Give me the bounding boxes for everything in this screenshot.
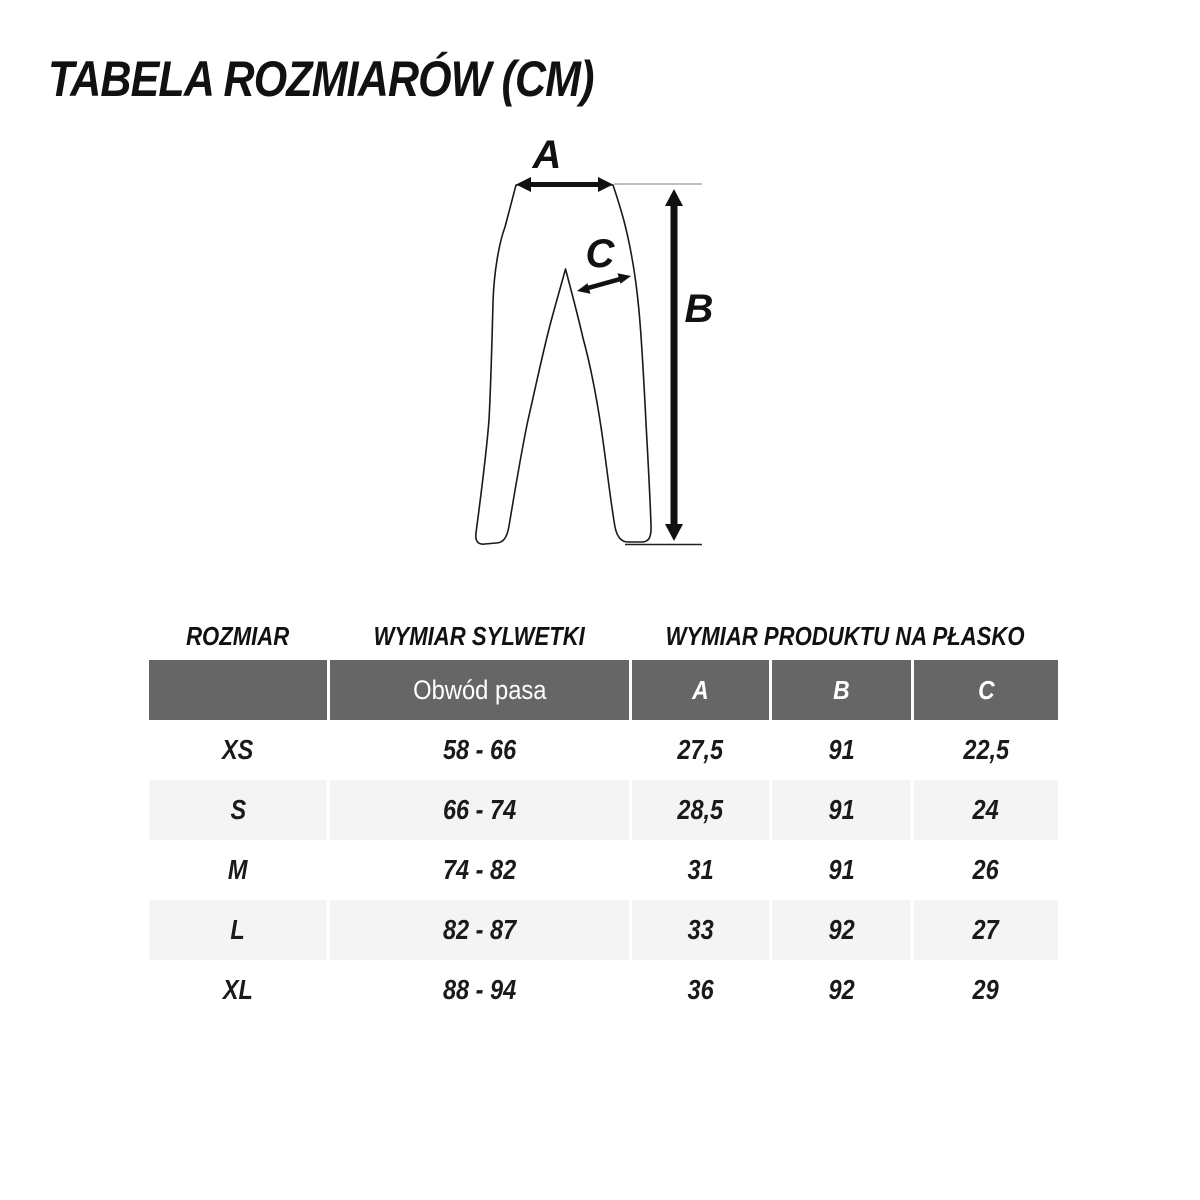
c-cell: 29 (914, 960, 1058, 1020)
pants-outline (476, 185, 651, 544)
c-cell: 22,5 (914, 720, 1058, 780)
group-header-product-measure: WYMIAR PRODUKTU NA PŁASKO (665, 620, 1025, 651)
waist-cell: 88 - 94 (330, 960, 629, 1020)
b-cell: 92 (772, 960, 911, 1020)
a-cell: 31 (632, 840, 769, 900)
a-cell: 28,5 (632, 780, 769, 840)
group-header-body-measure: WYMIAR SYLWETKI (373, 620, 586, 651)
table-row-m (149, 840, 1058, 900)
size-cell: M (149, 840, 327, 900)
measure-b-arrow (665, 189, 683, 541)
header-cell-c: C (914, 660, 1058, 720)
size-cell: XS (149, 720, 327, 780)
waist-cell: 58 - 66 (330, 720, 629, 780)
table-group-headers (149, 616, 1058, 660)
diagram-label-c: C (585, 232, 615, 276)
header-cell-waist: Obwód pasa (330, 660, 629, 720)
b-cell: 91 (772, 780, 911, 840)
diagram-label-a: A (532, 133, 562, 177)
header-cell-size (149, 660, 327, 720)
group-header-size: ROZMIAR (186, 620, 290, 651)
page-title (48, 50, 682, 108)
size-cell: S (149, 780, 327, 840)
b-cell: 91 (772, 840, 911, 900)
table-header-row (149, 660, 1058, 720)
size-cell: L (149, 900, 327, 960)
c-cell: 26 (914, 840, 1058, 900)
waist-cell: 66 - 74 (330, 780, 629, 840)
measure-c-arrow (577, 273, 631, 294)
header-cell-b: B (772, 660, 911, 720)
size-cell: XL (149, 960, 327, 1020)
pants-measurement-diagram (430, 128, 760, 578)
size-table (149, 616, 1058, 1020)
waist-cell: 74 - 82 (330, 840, 629, 900)
table-row-l (149, 900, 1058, 960)
page-title-text: TABELA ROZMIARÓW (CM) (48, 51, 594, 107)
diagram-label-b: B (684, 287, 714, 331)
c-cell: 24 (914, 780, 1058, 840)
table-row-xl (149, 960, 1058, 1020)
c-cell: 27 (914, 900, 1058, 960)
waist-cell: 82 - 87 (330, 900, 629, 960)
table-row-xs (149, 720, 1058, 780)
table-body (149, 720, 1058, 1020)
a-cell: 33 (632, 900, 769, 960)
table-row-s (149, 780, 1058, 840)
a-cell: 36 (632, 960, 769, 1020)
b-cell: 91 (772, 720, 911, 780)
b-cell: 92 (772, 900, 911, 960)
header-cell-a: A (632, 660, 769, 720)
measure-a-arrow (516, 177, 613, 192)
a-cell: 27,5 (632, 720, 769, 780)
